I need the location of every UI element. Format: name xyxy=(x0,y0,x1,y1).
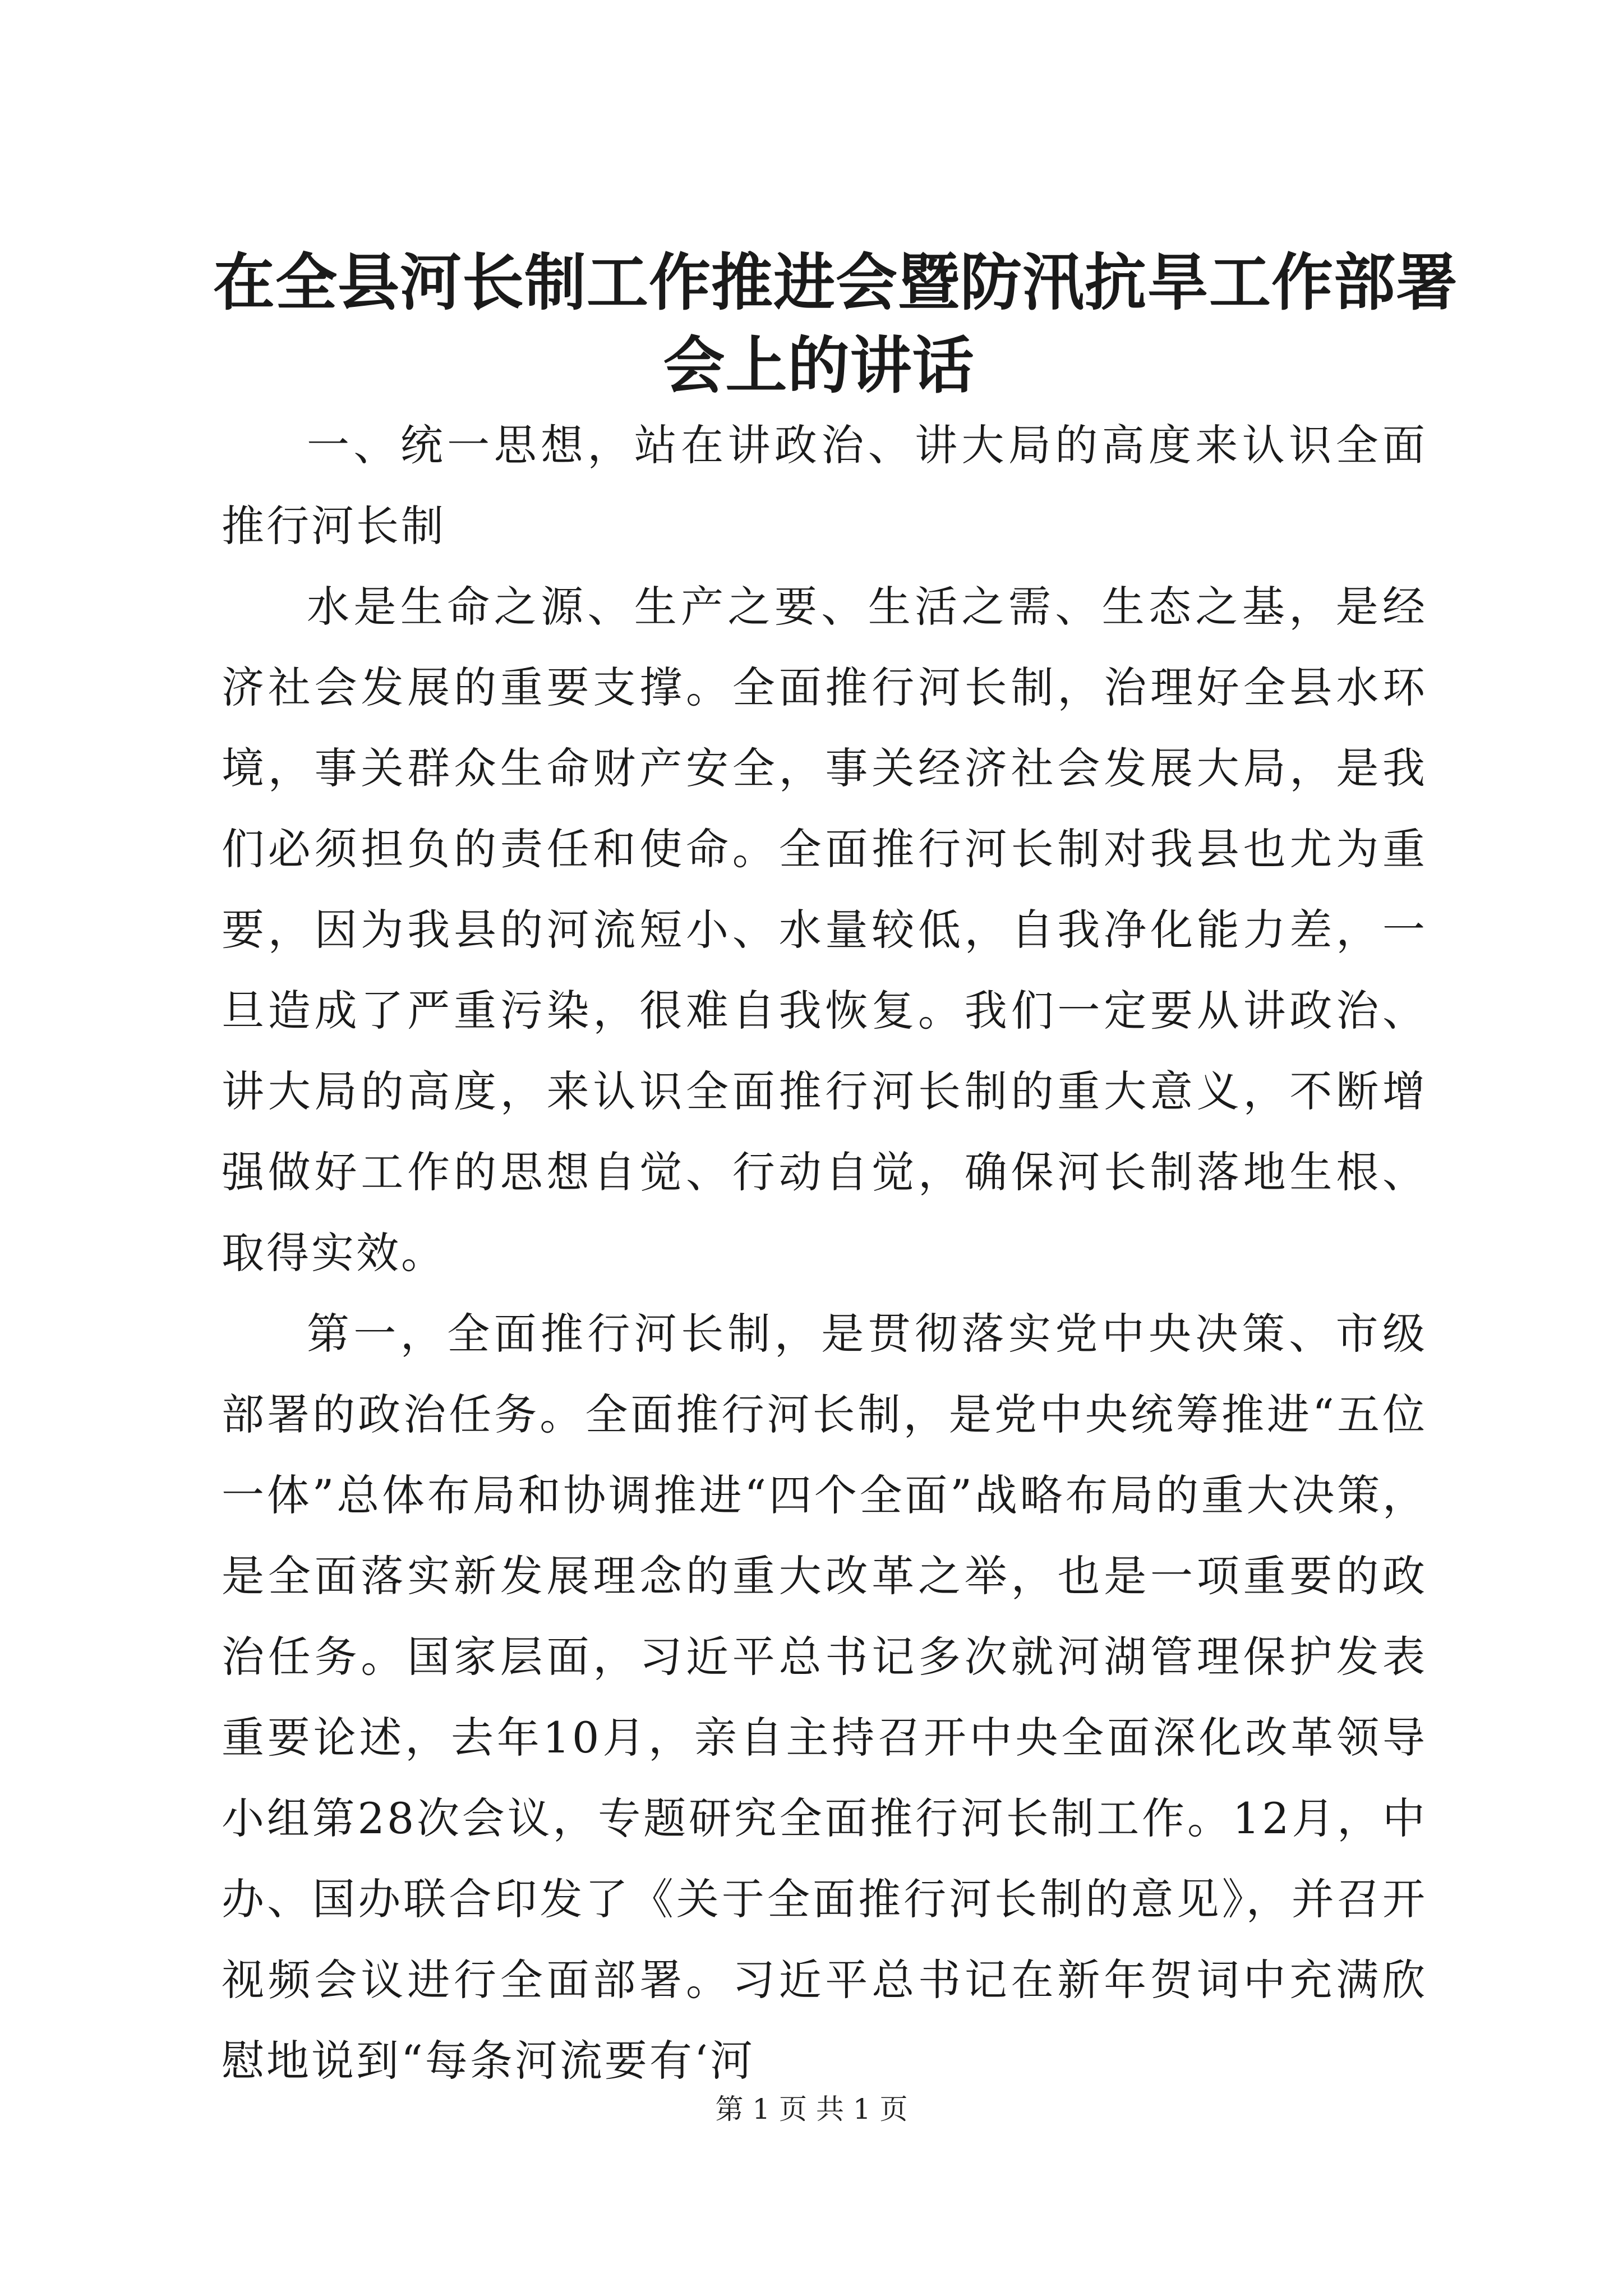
body-paragraph-2: 第一，全面推行河长制，是贯彻落实党中央决策、市级部署的政治任务。全面推行河长制，是党中央统筹推进“五位一体”总体布局和协调推进“四个全面”战略布局的重大决策，是全面落实新发展理念的重大改革之举，也是一项重要的政治任务。国家层面，习近平总书记多次就河湖管理保护发表重要论述，去年10月，亲自主持召开中央全面深化改革领导小组第28次会议，专题研究全面推行河长制工作。12月，中办、国办联合印发了《关于全面推行河长制的意见》，并召开视频会议进行全面部署。习近平总书记在新年贺词中充满欣慰地说到“每条河流要有‘河 xyxy=(222,1309,1427,2086)
title-line-2: 会上的讲话 xyxy=(663,329,975,402)
document-title xyxy=(213,241,1458,407)
body-paragraph-1: 水是生命之源、生产之要、生活之需、生态之基，是经济社会发展的重要支撑。全面推行河长制，治理好全县水环境，事关群众生命财产安全，事关经济社会发展大局，是我们必须担负的责任和使命。全面推行河长制对我县也尤为重要，因为我县的河流短小、水量较低，自我净化能力差，一旦造成了严重污染，很难自我恢复。我们一定要从讲政治、讲大局的高度，来认识全面推行河长制的重大意义，不断增强做好工作的思想自觉、行动自觉，确保河长制落地生根、取得实效。 xyxy=(222,582,1427,1278)
section-heading-1: 一、统一思想，站在讲政治、讲大局的高度来认识全面推行河长制 xyxy=(222,420,1427,551)
document-body xyxy=(222,405,1427,2101)
page-number-footer: 第 1 页 共 1 页 xyxy=(715,2093,908,2125)
title-line-1: 在全县河长制工作推进会暨防汛抗旱工作部署 xyxy=(213,246,1458,319)
